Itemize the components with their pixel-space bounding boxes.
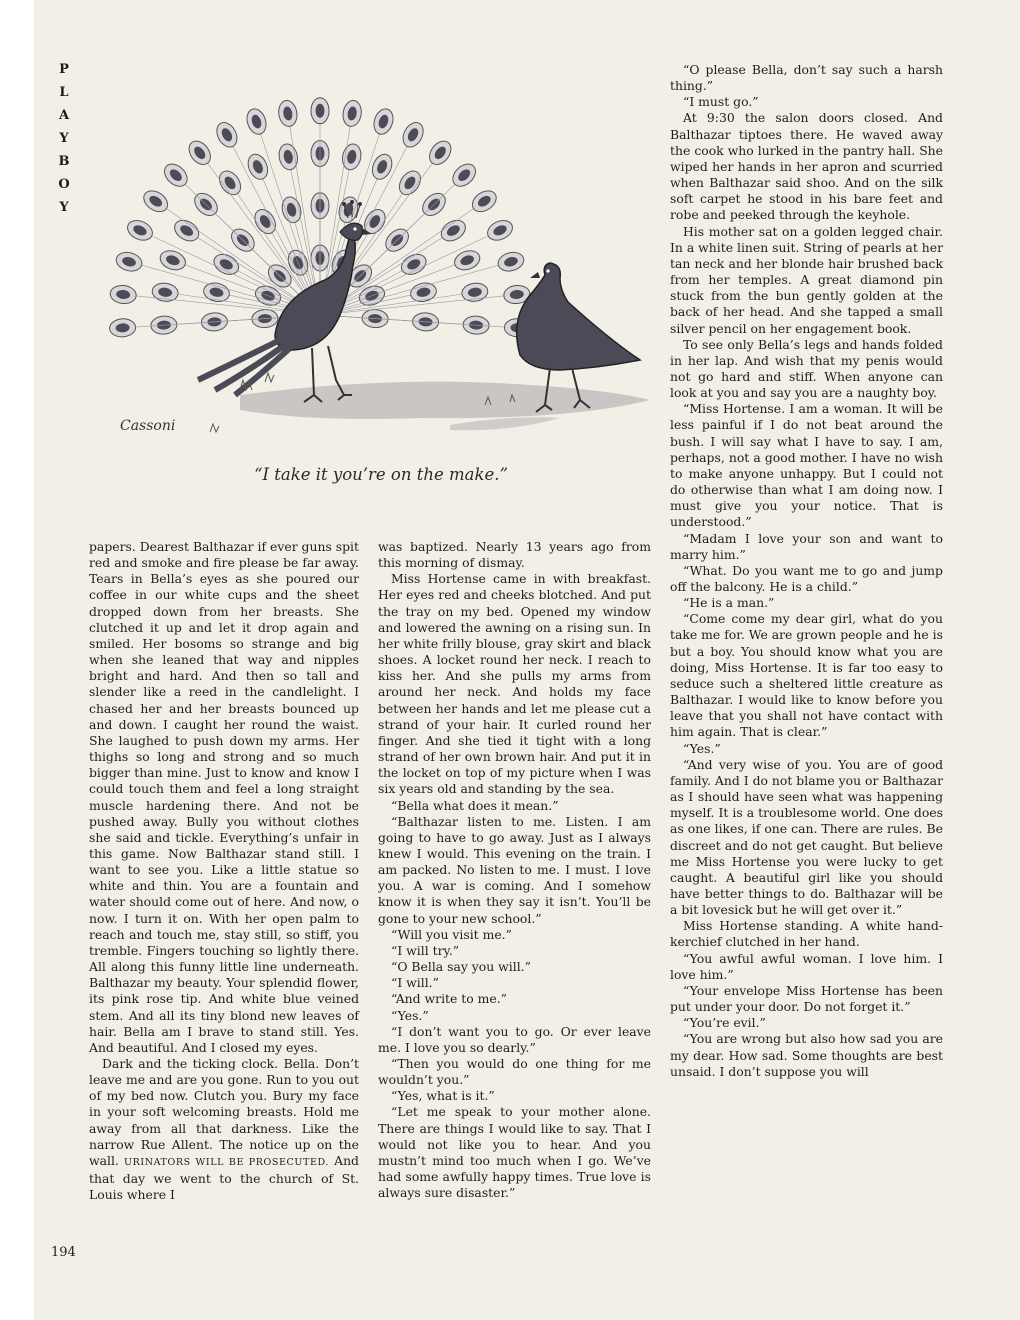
wall-notice: URINATORS WILL BE PROSECUTED. [123, 1156, 329, 1168]
page-number: 194 [51, 1245, 76, 1260]
paragraph: Miss Hortense standing. A white handkerchief clutched in her hand. [670, 918, 943, 950]
text-column-3 [670, 62, 943, 1080]
feather-eye-center [316, 104, 325, 118]
paragraph: “O please Bella, don’t say such a harsh thing.” [670, 62, 943, 94]
running-head-letter: B [58, 154, 70, 169]
paragraph: “Balthazar listen to me. Listen. I am going to have to go away. Just as I always knew I would. This evening on the train. I am packed. No listen to me. I must. I love you. A war is coming. And I somehow know it is when they say it isn’t. You’ll be gone to your new school.” [378, 813, 651, 926]
peacock-cartoon [90, 50, 670, 450]
text-column-1 [89, 539, 359, 1203]
paragraph [89, 1056, 359, 1203]
running-head-letter: P [59, 62, 69, 77]
cartoon-caption: “I take it you’re on the make.” [254, 465, 508, 484]
paragraph: “I must go.” [683, 94, 759, 110]
paragraph: “I will.” [391, 975, 439, 991]
paragraph: “Yes, what is it.” [391, 1088, 495, 1104]
paragraph-text: Dark and the ticking clock. Bella. Don’t leave me and are you gone. Run to you out of my bed now. Clutch you. Bury my face in your soft welcoming breasts. Hold me away from all that darkness. Like the narrow Rue Allent. The notice up on the wall. [89, 1056, 359, 1168]
paragraph: “He is a man.” [683, 595, 775, 611]
paragraph: At 9:30 the salon doors closed. And Balthazar tiptoes there. He waved away the cook who lurked in the pantry hall. She wiped her hands in her apron and scurried when Balthazar said shoo. And on the silk soft carpet he stood in his bare feet and robe and peeked through the keyhole. [670, 110, 943, 223]
paragraph: “Bella what does it mean.” [391, 797, 559, 813]
ground-shadow [240, 382, 650, 419]
paragraph: papers. Dearest Balthazar if ever guns spit red and smoke and fire please be far away. Tears in Bella’s eyes as she poured our coffee in our white cups and the sheet dropped down from her breasts. She clutched it up and let it drop again and smiled. Her bosoms so strange and big when she leaned that way and nipples bright and hard. And then so tall and slender like a reed in the candlelight. I chased her and her breasts bounced up and down. I caught her round the waist. She laughed to push down my arms. Her thighs so long and strong and so much bigger than mine. Just to know and know I could touch them and feel a long straight muscle hardening there. And not be pushed away. Bully you without clothes she said and tickle. Everything’s unfair in this game. Now Balthazar stand still. I want to see you. Like a little statue so white and thin. You are a fountain and water should come out of here. And now, o now. I turn it on. With her open palm to reach and touch me, stay still, so stiff, you tremble. Fingers touching so lightly there. All along this funny little line underneath. Balthazar my beauty. Your splendid flower, its pink rose tip. And white blue veined stem. And all its tiny blond new leaves of hair. Bella am I brave to stand still. Yes. And beautiful. And I closed my eyes. [89, 539, 359, 1055]
paragraph: “Madam I love your son and want to marry him.” [670, 530, 943, 562]
paragraph: Miss Hortense came in with breakfast. Her eyes red and cheeks blotched. And put the tray on my bed. Opened my window and lowered the awning on a rising sun. In her white frilly blouse, gray skirt and black shoes. A locket round her neck. I reach to kiss her. And she pulls my arms from around her neck. And holds my face between her hands and let me please cut a strand of your hair. It curled round her finger. And she tied it tight with a long strand of her own brown hair. And put it in the locket on top of my picture when I was six years old and standing by the sea. [378, 571, 651, 797]
text-column-2 [378, 539, 651, 1201]
peahen-body [517, 263, 640, 370]
paragraph: “You are wrong but also how sad you are my dear. How sad. Some thoughts are best unsaid. I don’t suppose you will [670, 1031, 943, 1079]
paragraph: “You awful awful woman. I love him. I love him.” [670, 950, 943, 982]
running-head-letter: O [58, 177, 70, 192]
paragraph: “You’re evil.” [683, 1015, 766, 1031]
paragraph: “Miss Hortense. I am a woman. It will be less painful if I do not beat around the bush. I will say what I have to say. I am, perhaps, not a good mother. I have no wish to make anyone unhappy. But I could not do otherwise than what I am doing now. I must give you your notice. That is understood.” [670, 401, 943, 530]
paragraph: “Will you visit me.” [391, 926, 512, 942]
paragraph: “Yes.” [683, 740, 721, 756]
paragraph-text: And that day we went to the church of St. Louis where I [89, 1152, 359, 1203]
paragraph: To see only Bella’s legs and hands folded in her lap. And wish that my penis would not go hard and stiff. When anyone can look at you and say you are a naughty boy. [670, 336, 943, 401]
paragraph: “Let me speak to your mother alone. There are things I would like to say. That I would not like you to hear. And you mustn’t mind too much when I go. We’ve had some awfully happy times. True love is always sure disaster.” [378, 1104, 651, 1201]
cartoon-signature: Cassoni [120, 418, 176, 434]
running-head-letter: Y [59, 200, 69, 215]
paragraph: was baptized. Nearly 13 years ago from this morning of dismay. [378, 539, 651, 571]
peacock-head [340, 223, 363, 240]
magazine-running-head [52, 58, 76, 219]
paragraph: “O Bella say you will.” [391, 959, 531, 975]
paragraph: “Come come my dear girl, what do you take me for. We are grown people and he is but a boy. You should know what you are doing, Miss Hortense. It is far too easy to seduce such a sheltered little creature as Balthazar. I would like to know before you leave that you shall not have contact with him again. That is clear.” [670, 611, 943, 740]
paragraph: “What. Do you want me to go and jump off the balcony. He is a child.” [670, 562, 943, 594]
paragraph: “And very wise of you. You are of good family. And I do not blame you or Balthazar as I should have seen what was happening myself. It is a troublesome world. One does as one likes, if one can. There are rules. Be discreet and do not get caught. But believe me Miss Hortense you were lucky to get caught. A beautiful girl like you should have better things to do. Balthazar will be a bit lovesick but he will get over it.” [670, 756, 943, 918]
running-head-letter: Y [59, 131, 69, 146]
paragraph: “And write to me.” [391, 991, 508, 1007]
paragraph: “I don’t want you to go. Or ever leave me. I love you so dearly.” [378, 1023, 651, 1055]
paragraph: His mother sat on a golden legged chair. In a white linen suit. String of pearls at her tan neck and her blonde hair brushed back from her temples. A great diamond pin stuck from the bun gently golden at the back of her head. And she tapped a small silver pencil on her engagement book. [670, 223, 943, 336]
paragraph: “Yes.” [391, 1007, 429, 1023]
paragraph: “Then you would do one thing for me wouldn’t you.” [378, 1056, 651, 1088]
paragraph: “I will try.” [391, 942, 460, 958]
running-head-letter: A [58, 108, 70, 123]
running-head-letter: L [59, 85, 69, 100]
paragraph: “Your envelope Miss Hortense has been put under your door. Do not forget it.” [670, 982, 943, 1015]
